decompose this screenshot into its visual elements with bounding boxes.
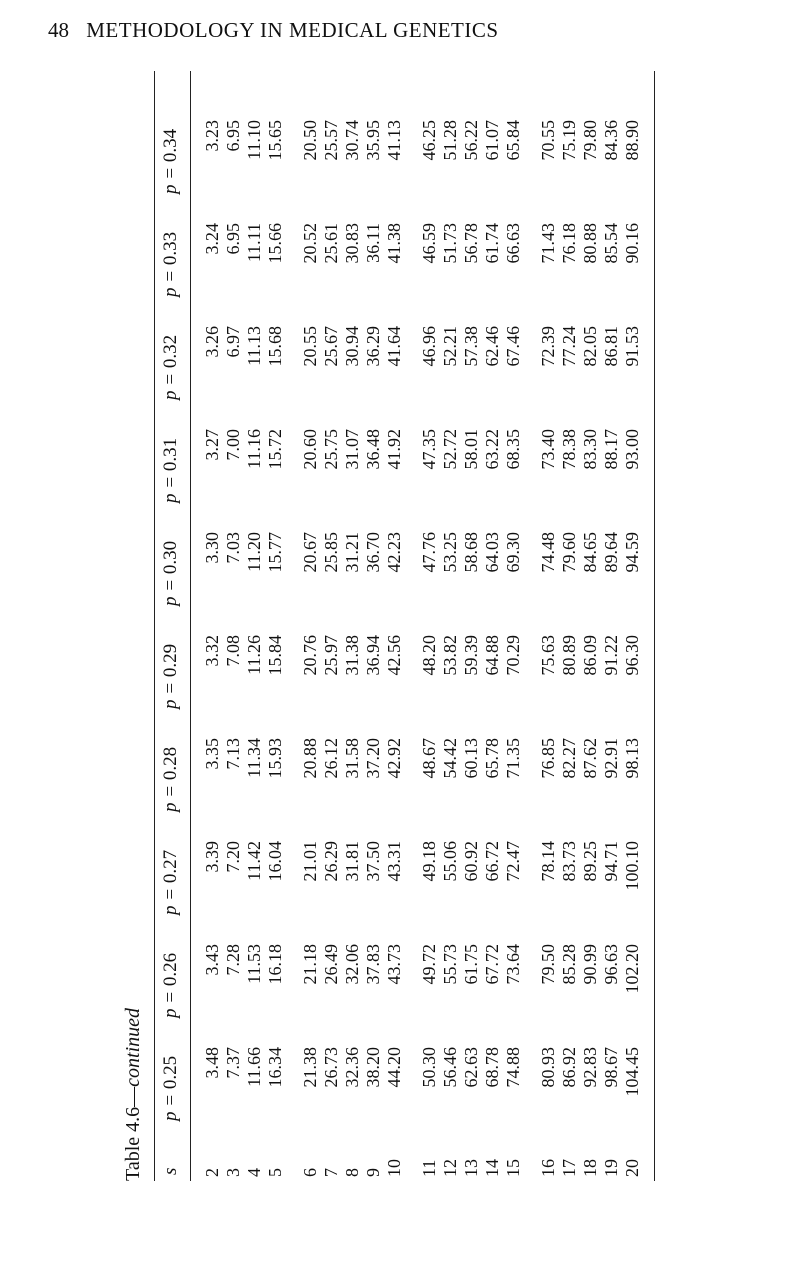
table-cell: 89.25: [580, 841, 600, 882]
table-cell: 60.13: [461, 738, 481, 779]
table-cell: 90.16: [622, 223, 642, 264]
table-cell: 71.43: [538, 223, 558, 264]
p-value: 0.32: [160, 334, 181, 369]
table-cell: 53.25: [440, 532, 460, 573]
s-value: 8: [342, 1168, 362, 1177]
table-cell: 87.62: [580, 738, 600, 779]
table-cell: 48.20: [419, 635, 439, 676]
table-cell: 80.89: [559, 635, 579, 676]
table-cell: 89.64: [601, 532, 621, 573]
table-cell: 61.74: [482, 223, 502, 264]
table-cell: 7.08: [223, 635, 243, 667]
table-cell: 11.26: [244, 635, 264, 675]
p-value: 0.30: [160, 540, 181, 575]
s-value: 20: [622, 1159, 642, 1177]
table-cell: 80.93: [538, 1047, 558, 1088]
p-value: 0.29: [160, 643, 181, 678]
table-cell: 26.49: [321, 944, 341, 985]
table-cell: 3.39: [202, 841, 222, 873]
p-variable: p =: [160, 368, 181, 400]
table-cell: 25.61: [321, 223, 341, 264]
table-cell: 7.20: [223, 841, 243, 873]
table-cell: 73.40: [538, 429, 558, 470]
bottom-rule: [654, 71, 655, 1181]
table-cell: 36.29: [363, 326, 383, 367]
table-cell: 26.73: [321, 1047, 341, 1088]
table-cell: 11.11: [244, 223, 264, 263]
table-cell: 11.13: [244, 326, 264, 366]
header-row: [160, 71, 184, 1181]
p-variable: p =: [160, 162, 181, 194]
table-label: Table 4.6: [122, 1106, 144, 1181]
table-cell: 3.43: [202, 944, 222, 976]
table-cell: 46.96: [419, 326, 439, 367]
table-row: [300, 71, 321, 1181]
table-cell: 6.95: [223, 223, 243, 255]
table-cell: 41.38: [384, 223, 404, 264]
s-value: 2: [202, 1168, 222, 1177]
table-cell: 32.36: [342, 1047, 362, 1088]
table-cell: 15.66: [265, 223, 285, 264]
table-cell: 26.12: [321, 738, 341, 779]
table-cell: 67.46: [503, 326, 523, 367]
table-cell: 77.24: [559, 326, 579, 367]
table-cell: 37.20: [363, 738, 383, 779]
table-cell: 11.66: [244, 1047, 264, 1087]
table-cell: 43.31: [384, 841, 404, 882]
s-value: 7: [321, 1168, 341, 1177]
table-cell: 11.16: [244, 429, 264, 469]
table-cell: 71.35: [503, 738, 523, 779]
top-rule: [154, 71, 155, 1181]
table-cell: 102.20: [622, 944, 642, 994]
table-cell: 86.92: [559, 1047, 579, 1088]
table-cell: 78.14: [538, 841, 558, 882]
table-cell: 94.59: [622, 532, 642, 573]
table-cell: 98.13: [622, 738, 642, 779]
table-cell: 42.23: [384, 532, 404, 573]
table-cell: 62.46: [482, 326, 502, 367]
table-row: [559, 71, 580, 1181]
s-value: 13: [461, 1159, 481, 1177]
table-cell: 96.30: [622, 635, 642, 676]
table-cell: 46.59: [419, 223, 439, 264]
table-cell: 15.84: [265, 635, 285, 676]
table-cell: 37.50: [363, 841, 383, 882]
table-cell: 66.63: [503, 223, 523, 264]
table-continued: continued: [122, 1007, 144, 1087]
table-cell: 36.11: [363, 223, 383, 263]
table-cell: 36.70: [363, 532, 383, 573]
table-body: [202, 71, 643, 1181]
table-cell: 66.72: [482, 841, 502, 882]
table-row: [580, 71, 601, 1181]
table-cell: 30.83: [342, 223, 362, 264]
table-cell: 93.00: [622, 429, 642, 470]
s-value: 3: [223, 1168, 243, 1177]
table-cell: 86.81: [601, 326, 621, 367]
table-cell: 85.54: [601, 223, 621, 264]
table-cell: 90.99: [580, 944, 600, 985]
table-cell: 76.85: [538, 738, 558, 779]
column-header: [160, 129, 182, 194]
column-header: [160, 232, 182, 297]
table-cell: 78.38: [559, 429, 579, 470]
s-column-header: s: [160, 1167, 181, 1175]
table-cell: 7.37: [223, 1047, 243, 1079]
column-header: [160, 747, 182, 812]
table-cell: 7.00: [223, 429, 243, 461]
s-value: 19: [601, 1159, 621, 1177]
table-cell: 64.88: [482, 635, 502, 676]
s-value: 12: [440, 1159, 460, 1177]
table-cell: 55.73: [440, 944, 460, 985]
p-variable: p =: [160, 986, 181, 1018]
table-cell: 35.95: [363, 120, 383, 161]
table-cell: 59.39: [461, 635, 481, 676]
p-value: 0.26: [160, 952, 181, 987]
table-cell: 42.56: [384, 635, 404, 676]
table-cell: 56.22: [461, 120, 481, 161]
table-cell: 15.65: [265, 120, 285, 161]
table-row: [244, 71, 265, 1181]
table-caption: [122, 1008, 145, 1181]
table-cell: 25.97: [321, 635, 341, 676]
table-row: [223, 71, 244, 1181]
p-value: 0.28: [160, 746, 181, 781]
table-row: [482, 71, 503, 1181]
table-cell: 49.72: [419, 944, 439, 985]
table-cell: 21.38: [300, 1047, 320, 1088]
table-cell: 58.01: [461, 429, 481, 470]
table-cell: 11.42: [244, 841, 264, 881]
table-cell: 69.30: [503, 532, 523, 573]
table-cell: 11.34: [244, 738, 264, 778]
table-cell: 68.78: [482, 1047, 502, 1088]
table-cell: 54.42: [440, 738, 460, 779]
table-row: [384, 71, 405, 1181]
table-cell: 96.63: [601, 944, 621, 985]
page-header: [48, 18, 499, 43]
table-cell: 31.38: [342, 635, 362, 676]
table-cell: 36.48: [363, 429, 383, 470]
running-title: METHODOLOGY IN MEDICAL GENETICS: [86, 18, 499, 42]
table-cell: 44.20: [384, 1047, 404, 1088]
s-value: 5: [265, 1168, 285, 1177]
table-cell: 91.53: [622, 326, 642, 367]
table-cell: 41.92: [384, 429, 404, 470]
table-cell: 3.27: [202, 429, 222, 461]
table-cell: 51.73: [440, 223, 460, 264]
s-value: 16: [538, 1159, 558, 1177]
table-cell: 73.64: [503, 944, 523, 985]
table-cell: 31.07: [342, 429, 362, 470]
s-value: 9: [363, 1168, 383, 1177]
table-cell: 47.35: [419, 429, 439, 470]
table-cell: 79.60: [559, 532, 579, 573]
table-cell: 84.36: [601, 120, 621, 161]
column-header: [160, 850, 182, 915]
table-cell: 6.95: [223, 120, 243, 152]
table-cell: 3.26: [202, 326, 222, 358]
data-table: [122, 71, 662, 1181]
table-cell: 88.90: [622, 120, 642, 161]
table-cell: 11.20: [244, 532, 264, 572]
table-cell: 58.68: [461, 532, 481, 573]
table-cell: 3.23: [202, 120, 222, 152]
table-cell: 53.82: [440, 635, 460, 676]
header-rule: [190, 71, 191, 1181]
table-cell: 11.10: [244, 120, 264, 160]
p-variable: p =: [160, 677, 181, 709]
table-cell: 83.73: [559, 841, 579, 882]
table-cell: 41.13: [384, 120, 404, 161]
p-value: 0.27: [160, 849, 181, 884]
table-cell: 65.84: [503, 120, 523, 161]
table-cell: 36.94: [363, 635, 383, 676]
p-value: 0.34: [160, 128, 181, 163]
table-cell: 80.88: [580, 223, 600, 264]
table-cell: 7.28: [223, 944, 243, 976]
table-cell: 61.75: [461, 944, 481, 985]
column-header: [160, 644, 182, 709]
table-row: [622, 71, 643, 1181]
table-cell: 94.71: [601, 841, 621, 882]
p-variable: p =: [160, 574, 181, 606]
table-cell: 20.88: [300, 738, 320, 779]
table-cell: 15.77: [265, 532, 285, 573]
table-cell: 46.25: [419, 120, 439, 161]
table-cell: 64.03: [482, 532, 502, 573]
table-cell: 57.38: [461, 326, 481, 367]
s-value: 14: [482, 1159, 502, 1177]
p-variable: p =: [160, 265, 181, 297]
table-cell: 47.76: [419, 532, 439, 573]
table-cell: 21.01: [300, 841, 320, 882]
p-value: 0.31: [160, 437, 181, 472]
table-cell: 32.06: [342, 944, 362, 985]
table-cell: 100.10: [622, 841, 642, 891]
table-cell: 65.78: [482, 738, 502, 779]
s-value: 6: [300, 1168, 320, 1177]
table-cell: 6.97: [223, 326, 243, 358]
table-cell: 86.09: [580, 635, 600, 676]
table-cell: 3.32: [202, 635, 222, 667]
table-row: [321, 71, 342, 1181]
table-cell: 98.67: [601, 1047, 621, 1088]
table-cell: 70.29: [503, 635, 523, 676]
table-cell: 104.45: [622, 1047, 642, 1097]
table-cell: 74.88: [503, 1047, 523, 1088]
table-cell: 30.94: [342, 326, 362, 367]
table-cell: 20.52: [300, 223, 320, 264]
p-variable: p =: [160, 780, 181, 812]
table-cell: 48.67: [419, 738, 439, 779]
table-cell: 76.18: [559, 223, 579, 264]
table-cell: 38.20: [363, 1047, 383, 1088]
table-cell: 83.30: [580, 429, 600, 470]
table-row: [461, 71, 482, 1181]
table-cell: 16.04: [265, 841, 285, 882]
table-cell: 91.22: [601, 635, 621, 676]
table-cell: 67.72: [482, 944, 502, 985]
table-cell: 61.07: [482, 120, 502, 161]
column-header: [160, 438, 182, 503]
table-cell: 68.35: [503, 429, 523, 470]
column-header: [160, 541, 182, 606]
table-cell: 31.81: [342, 841, 362, 882]
table-cell: 55.06: [440, 841, 460, 882]
table-cell: 79.80: [580, 120, 600, 161]
table-cell: 50.30: [419, 1047, 439, 1088]
table-cell: 31.58: [342, 738, 362, 779]
table-cell: 26.29: [321, 841, 341, 882]
table-cell: 25.75: [321, 429, 341, 470]
table-cell: 25.85: [321, 532, 341, 573]
table-cell: 20.67: [300, 532, 320, 573]
table-row: [363, 71, 384, 1181]
column-header: [160, 1056, 182, 1121]
table-cell: 20.50: [300, 120, 320, 161]
table-cell: 62.63: [461, 1047, 481, 1088]
table-cell: 79.50: [538, 944, 558, 985]
table-cell: 3.24: [202, 223, 222, 255]
table-cell: 30.74: [342, 120, 362, 161]
table-row: [342, 71, 363, 1181]
table-cell: 31.21: [342, 532, 362, 573]
p-variable: p =: [160, 1089, 181, 1121]
table-cell: 3.30: [202, 532, 222, 564]
table-cell: 52.72: [440, 429, 460, 470]
table-cell: 37.83: [363, 944, 383, 985]
table-cell: 41.64: [384, 326, 404, 367]
table-cell: 56.46: [440, 1047, 460, 1088]
table-row: [503, 71, 524, 1181]
table-cell: 15.72: [265, 429, 285, 470]
table-cell: 25.57: [321, 120, 341, 161]
s-value: 10: [384, 1159, 404, 1177]
table-cell: 43.73: [384, 944, 404, 985]
table-cell: 52.21: [440, 326, 460, 367]
table-cell: 3.48: [202, 1047, 222, 1079]
table-cell: 92.91: [601, 738, 621, 779]
table-cell: 16.34: [265, 1047, 285, 1088]
table-cell: 82.05: [580, 326, 600, 367]
p-variable: p =: [160, 471, 181, 503]
table-cell: 74.48: [538, 532, 558, 573]
table-cell: 56.78: [461, 223, 481, 264]
table-cell: 82.27: [559, 738, 579, 779]
page-number: 48: [48, 18, 69, 42]
table-cell: 70.55: [538, 120, 558, 161]
table-cell: 72.47: [503, 841, 523, 882]
table-cell: 15.93: [265, 738, 285, 779]
column-header: [160, 953, 182, 1018]
table-cell: 85.28: [559, 944, 579, 985]
table-cell: 51.28: [440, 120, 460, 161]
s-value: 18: [580, 1159, 600, 1177]
table-cell: 84.65: [580, 532, 600, 573]
table-cell: 7.03: [223, 532, 243, 564]
table-cell: 25.67: [321, 326, 341, 367]
table-row: [202, 71, 223, 1181]
table-cell: 20.60: [300, 429, 320, 470]
table-row: [601, 71, 622, 1181]
table-cell: 49.18: [419, 841, 439, 882]
table-cell: 3.35: [202, 738, 222, 770]
table-cell: 75.63: [538, 635, 558, 676]
table-cell: 63.22: [482, 429, 502, 470]
s-value: 4: [244, 1168, 264, 1177]
s-value: 15: [503, 1159, 523, 1177]
table-cell: 75.19: [559, 120, 579, 161]
table-row: [440, 71, 461, 1181]
table-cell: 72.39: [538, 326, 558, 367]
table-row: [538, 71, 559, 1181]
p-variable: p =: [160, 883, 181, 915]
s-value: 17: [559, 1159, 579, 1177]
table-row: [265, 71, 286, 1181]
p-value: 0.33: [160, 231, 181, 266]
table-cell: 92.83: [580, 1047, 600, 1088]
table-cell: 15.68: [265, 326, 285, 367]
caption-dash: —: [122, 1086, 144, 1107]
table-cell: 42.92: [384, 738, 404, 779]
table-cell: 21.18: [300, 944, 320, 985]
table-cell: 60.92: [461, 841, 481, 882]
table-cell: 20.55: [300, 326, 320, 367]
table-cell: 11.53: [244, 944, 264, 984]
table-cell: 16.18: [265, 944, 285, 985]
table-cell: 88.17: [601, 429, 621, 470]
p-value: 0.25: [160, 1055, 181, 1090]
table-cell: 20.76: [300, 635, 320, 676]
s-value: 11: [419, 1159, 439, 1177]
table-row: [419, 71, 440, 1181]
column-header: [160, 335, 182, 400]
table-cell: 7.13: [223, 738, 243, 770]
